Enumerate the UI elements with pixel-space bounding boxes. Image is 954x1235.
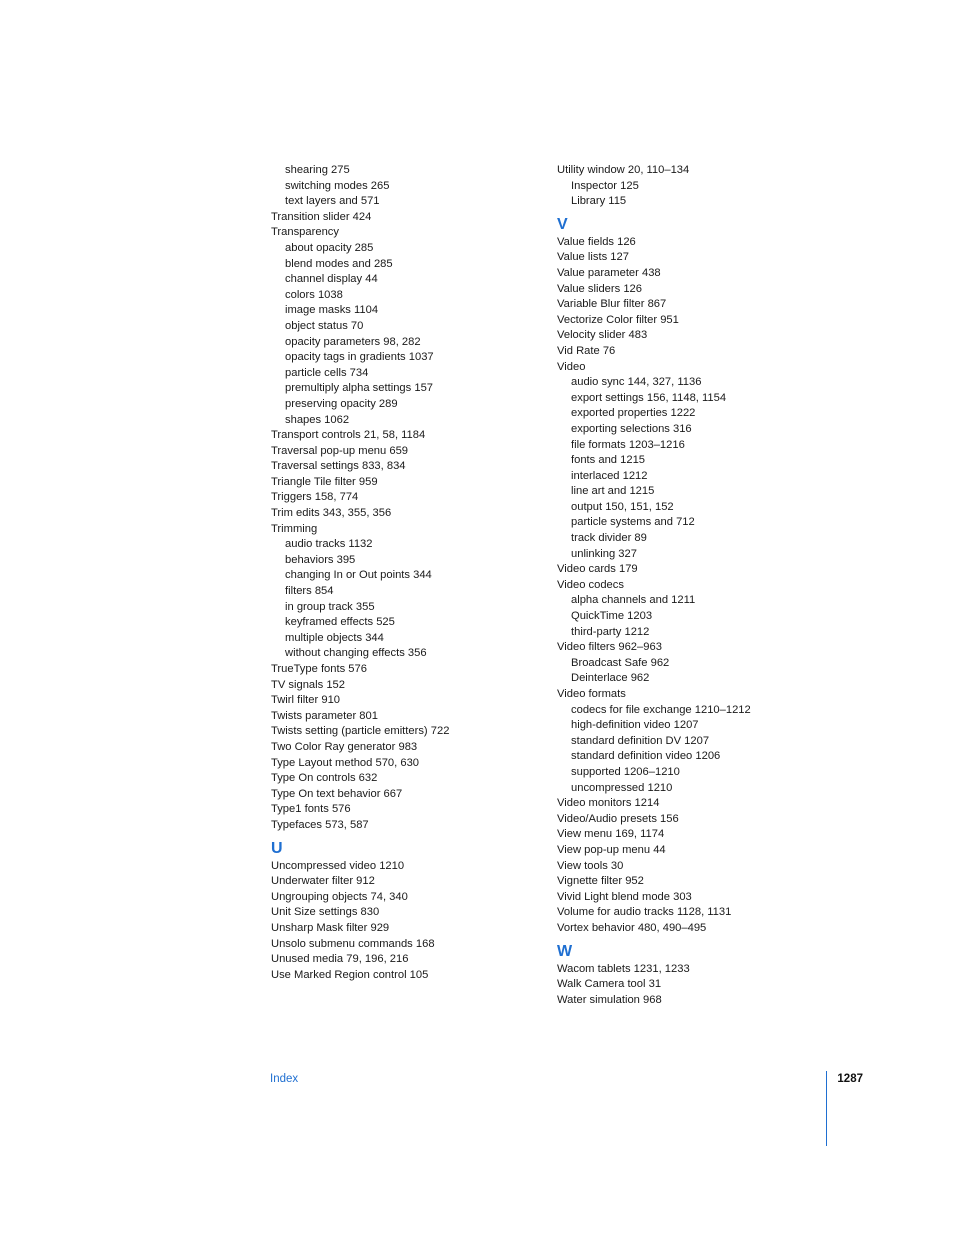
index-entry: Type On text behavior 667	[271, 787, 403, 800]
index-entry: Unit Size settings 830	[271, 906, 380, 919]
index-subentry: channel display 44	[285, 273, 378, 286]
index-entry: Unsolo submenu commands 168	[271, 937, 435, 950]
index-subentry: Deinterlace 962	[571, 672, 650, 685]
index-entry: Traversal settings 833, 834	[271, 460, 406, 473]
index-entry: Trim edits 343, 355, 356	[271, 507, 392, 520]
index-subentry: object status 70	[285, 319, 364, 332]
index-entry: Triggers 158, 774	[271, 491, 359, 504]
index-subentry: supported 1206–1210	[571, 765, 680, 778]
index-entry: Video formats	[557, 688, 626, 700]
index-subentry: fonts and 1215	[571, 454, 646, 467]
section-letter-heading: U	[271, 839, 283, 857]
index-subentry: Inspector 125	[571, 179, 639, 192]
index-subentry: in group track 355	[285, 600, 375, 613]
index-entry: Transport controls 21, 58, 1184	[271, 429, 426, 442]
index-subentry: high-definition video 1207	[571, 719, 699, 732]
index-subentry: unlinking 327	[571, 547, 637, 560]
index-entry: Variable Blur filter 867	[557, 298, 667, 311]
index-entry: Ungrouping objects 74, 340	[271, 890, 408, 903]
index-subentry: keyframed effects 525	[285, 616, 395, 629]
index-subentry: multiple objects 344	[285, 631, 384, 644]
index-subentry: audio sync 144, 327, 1136	[571, 376, 702, 389]
index-subentry: Library 115	[571, 195, 627, 208]
index-subentry: exported properties 1222	[571, 407, 696, 420]
index-subentry: preserving opacity 289	[285, 397, 398, 410]
index-column-right	[557, 163, 857, 1008]
index-subentry: shapes 1062	[285, 413, 350, 426]
index-entry: Video cards 179	[557, 563, 638, 576]
index-subentry: opacity parameters 98, 282	[285, 335, 421, 348]
index-subentry: colors 1038	[285, 288, 343, 301]
index-entry: Video codecs	[557, 578, 624, 591]
index-subentry: image masks 1104	[285, 304, 379, 317]
index-entry: Velocity slider 483	[557, 329, 648, 342]
index-subentry: Broadcast Safe 962	[571, 656, 670, 669]
index-subentry: standard definition DV 1207	[571, 734, 710, 747]
index-entry: Vortex behavior 480, 490–495	[557, 921, 707, 934]
index-subentry: about opacity 285	[285, 241, 374, 254]
index-entry: Volume for audio tracks 1128, 1131	[557, 906, 732, 919]
index-entry: View menu 169, 1174	[557, 828, 665, 841]
index-entry: Video monitors 1214	[557, 797, 660, 810]
index-subentry: uncompressed 1210	[571, 781, 673, 794]
index-entry: Use Marked Region control 105	[271, 968, 429, 981]
index-entry: Video filters 962–963	[557, 641, 662, 654]
index-entry: View pop-up menu 44	[557, 843, 666, 856]
index-entry: Value fields 126	[557, 235, 636, 248]
index-entry: Transition slider 424	[271, 210, 372, 223]
index-column-left	[271, 163, 541, 983]
index-subentry: filters 854	[285, 585, 334, 598]
index-entry: Utility window 20, 110–134	[557, 164, 690, 176]
index-entry: Value lists 127	[557, 251, 629, 264]
page-number: 1287	[837, 1073, 863, 1085]
index-entry: Vivid Light blend mode 303	[557, 890, 692, 903]
index-subentry: premultiply alpha settings 157	[285, 382, 434, 395]
index-entry: Video/Audio presets 156	[557, 812, 679, 825]
section-letter-heading: W	[557, 942, 573, 960]
index-entry: Triangle Tile filter 959	[271, 475, 378, 488]
index-subentry: file formats 1203–1216	[571, 438, 685, 451]
index-entry: Twists parameter 801	[271, 709, 378, 722]
index-subentry: line art and 1215	[571, 485, 655, 498]
index-entry: Twists setting (particle emitters) 722	[271, 725, 450, 738]
index-subentry: output 150, 151, 152	[571, 500, 674, 513]
index-entry: TrueType fonts 576	[271, 663, 367, 675]
index-entry: Trimming	[271, 522, 318, 535]
index-entry: TV signals 152	[271, 678, 346, 691]
index-entry: Unsharp Mask filter 929	[271, 921, 390, 934]
index-entry: Water simulation 968	[557, 993, 662, 1006]
index-subentry: audio tracks 1132	[285, 538, 373, 551]
index-entry: Video	[557, 360, 586, 373]
index-entry: Vignette filter 952	[557, 875, 644, 888]
index-entry: Type Layout method 570, 630	[271, 756, 420, 769]
index-entry: Underwater filter 912	[271, 875, 375, 888]
index-subentry: switching modes 265	[285, 179, 390, 192]
index-subentry: particle systems and 712	[571, 516, 695, 529]
footer-divider	[826, 1071, 827, 1146]
index-entry: Walk Camera tool 31	[557, 978, 662, 991]
index-entry: Value parameter 438	[557, 266, 661, 279]
index-subentry: track divider 89	[571, 532, 647, 545]
index-entry: Wacom tablets 1231, 1233	[557, 962, 690, 975]
index-entry: Transparency	[271, 226, 339, 239]
index-subentry: QuickTime 1203	[571, 610, 653, 623]
footer-section-label: Index	[270, 1073, 299, 1085]
index-entry: Vectorize Color filter 951	[557, 313, 679, 326]
index-entry: Traversal pop-up menu 659	[271, 444, 409, 457]
index-subentry: codecs for file exchange 1210–1212	[571, 703, 751, 716]
index-subentry: blend modes and 285	[285, 257, 393, 270]
index-subentry: exporting selections 316	[571, 422, 692, 435]
index-subentry: text layers and 571	[285, 195, 380, 208]
index-entry: Typefaces 573, 587	[271, 818, 369, 831]
index-entry: Type On controls 632	[271, 772, 378, 785]
index-entry: Value sliders 126	[557, 282, 642, 295]
index-subentry: opacity tags in gradients 1037	[285, 351, 434, 364]
index-entry: Unused media 79, 196, 216	[271, 953, 409, 966]
index-subentry: behaviors 395	[285, 553, 356, 566]
index-entry: Twirl filter 910	[271, 694, 341, 707]
index-entry: Uncompressed video 1210	[271, 859, 405, 872]
index-entry: Two Color Ray generator 983	[271, 740, 418, 753]
index-entry: Vid Rate 76	[557, 344, 616, 357]
index-subentry: without changing effects 356	[285, 647, 427, 660]
index-entry: View tools 30	[557, 859, 624, 872]
index-subentry: particle cells 734	[285, 366, 369, 379]
index-subentry: export settings 156, 1148, 1154	[571, 391, 727, 404]
index-subentry: standard definition video 1206	[571, 750, 721, 763]
index-subentry: interlaced 1212	[571, 469, 648, 482]
section-letter-heading: V	[557, 215, 568, 233]
index-subentry: changing In or Out points 344	[285, 569, 432, 582]
index-subentry: shearing 275	[285, 164, 350, 176]
index-entry: Type1 fonts 576	[271, 803, 351, 816]
index-subentry: third-party 1212	[571, 625, 650, 638]
index-subentry: alpha channels and 1211	[571, 594, 696, 607]
